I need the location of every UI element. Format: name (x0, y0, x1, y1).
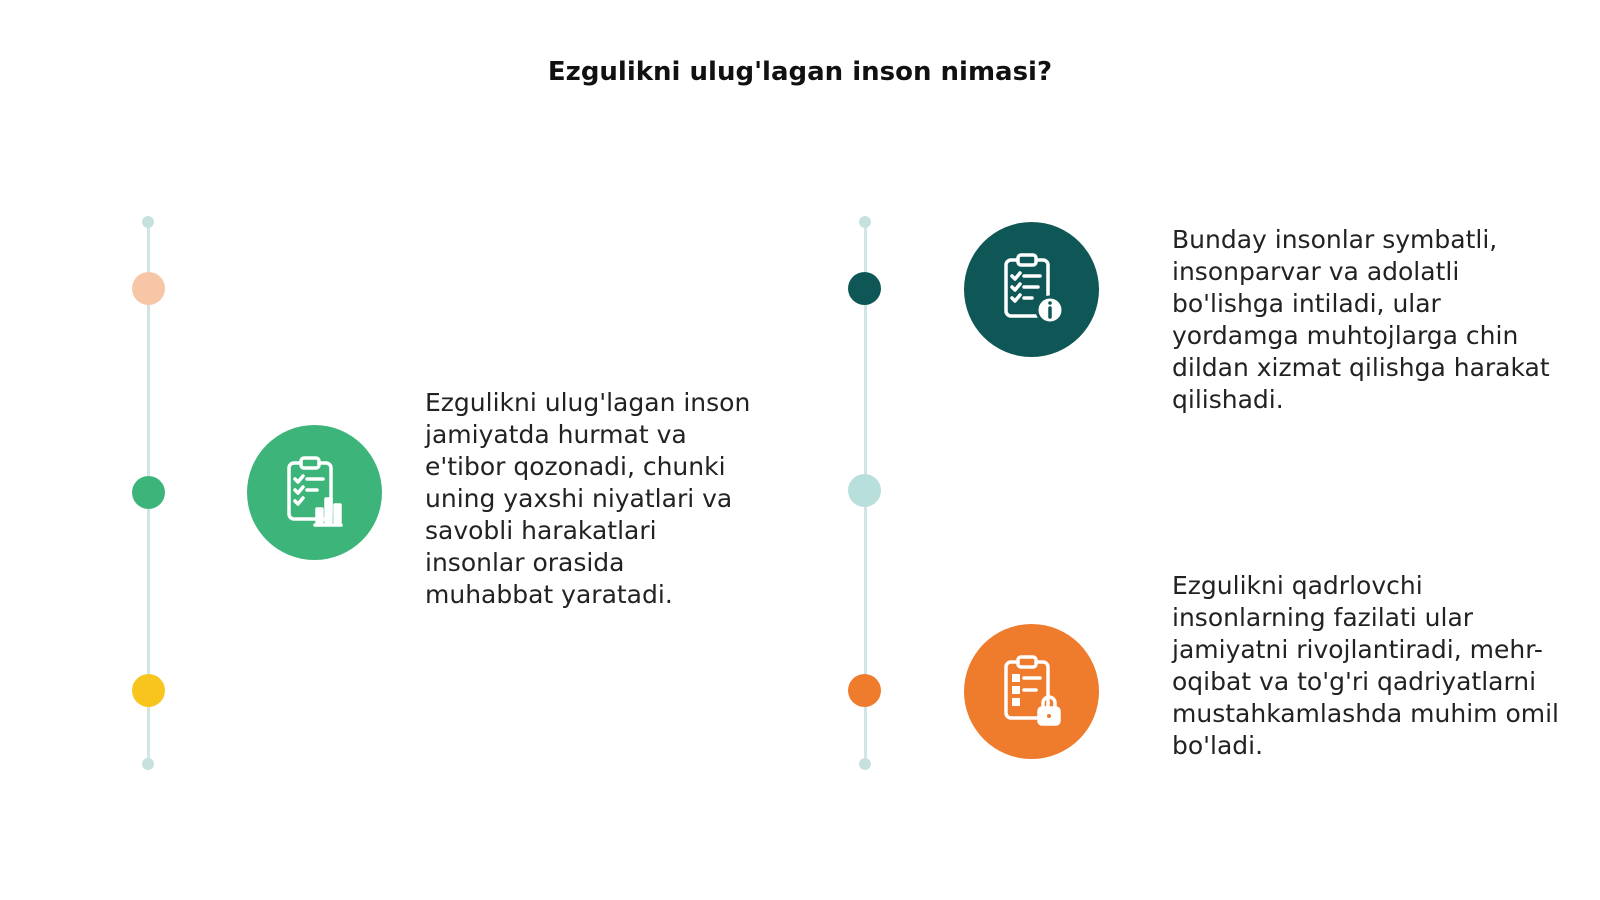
page-title: Ezgulikni ulug'lagan inson nimasi? (547, 57, 1053, 88)
left-item-text: Ezgulikni ulug'lagan inson jamiyatda hurmat va e'tibor qozonadi, chunki uning yaxshi niyatlari va savobli harakatlari insonlar orasida muhabbat yaratadi. (425, 388, 751, 609)
right-timeline-node-teal (848, 272, 881, 305)
right-timeline-end-cap (859, 758, 871, 770)
right-timeline-node-orange (848, 674, 881, 707)
left-timeline-end-cap (142, 758, 154, 770)
right-item-2-text: Ezgulikni qadrlovchi insonlarning fazilati ular jamiyatni rivojlantiradi, mehr-oqibat va to'g'ri qadriyatlarni mustahkamlashda muhim omil bo'ladi. (1172, 571, 1559, 760)
left-timeline-node-green (132, 476, 165, 509)
right-timeline-start-cap (859, 216, 871, 228)
right-item-1-text: Bunday insonlar symbatli, insonparvar va adolatli bo'lishga intiladi, ular yordamga muhtojlarga chin dildan xizmat qilishga harakat qilishadi. (1172, 225, 1550, 414)
clipboard-info-icon (964, 222, 1099, 357)
clipboard-lock-icon (964, 624, 1099, 759)
clipboard-chart-icon (247, 425, 382, 560)
left-timeline-node-peach (132, 272, 165, 305)
left-timeline-start-cap (142, 216, 154, 228)
right-timeline-node-light (848, 474, 881, 507)
left-timeline-node-yellow (132, 674, 165, 707)
